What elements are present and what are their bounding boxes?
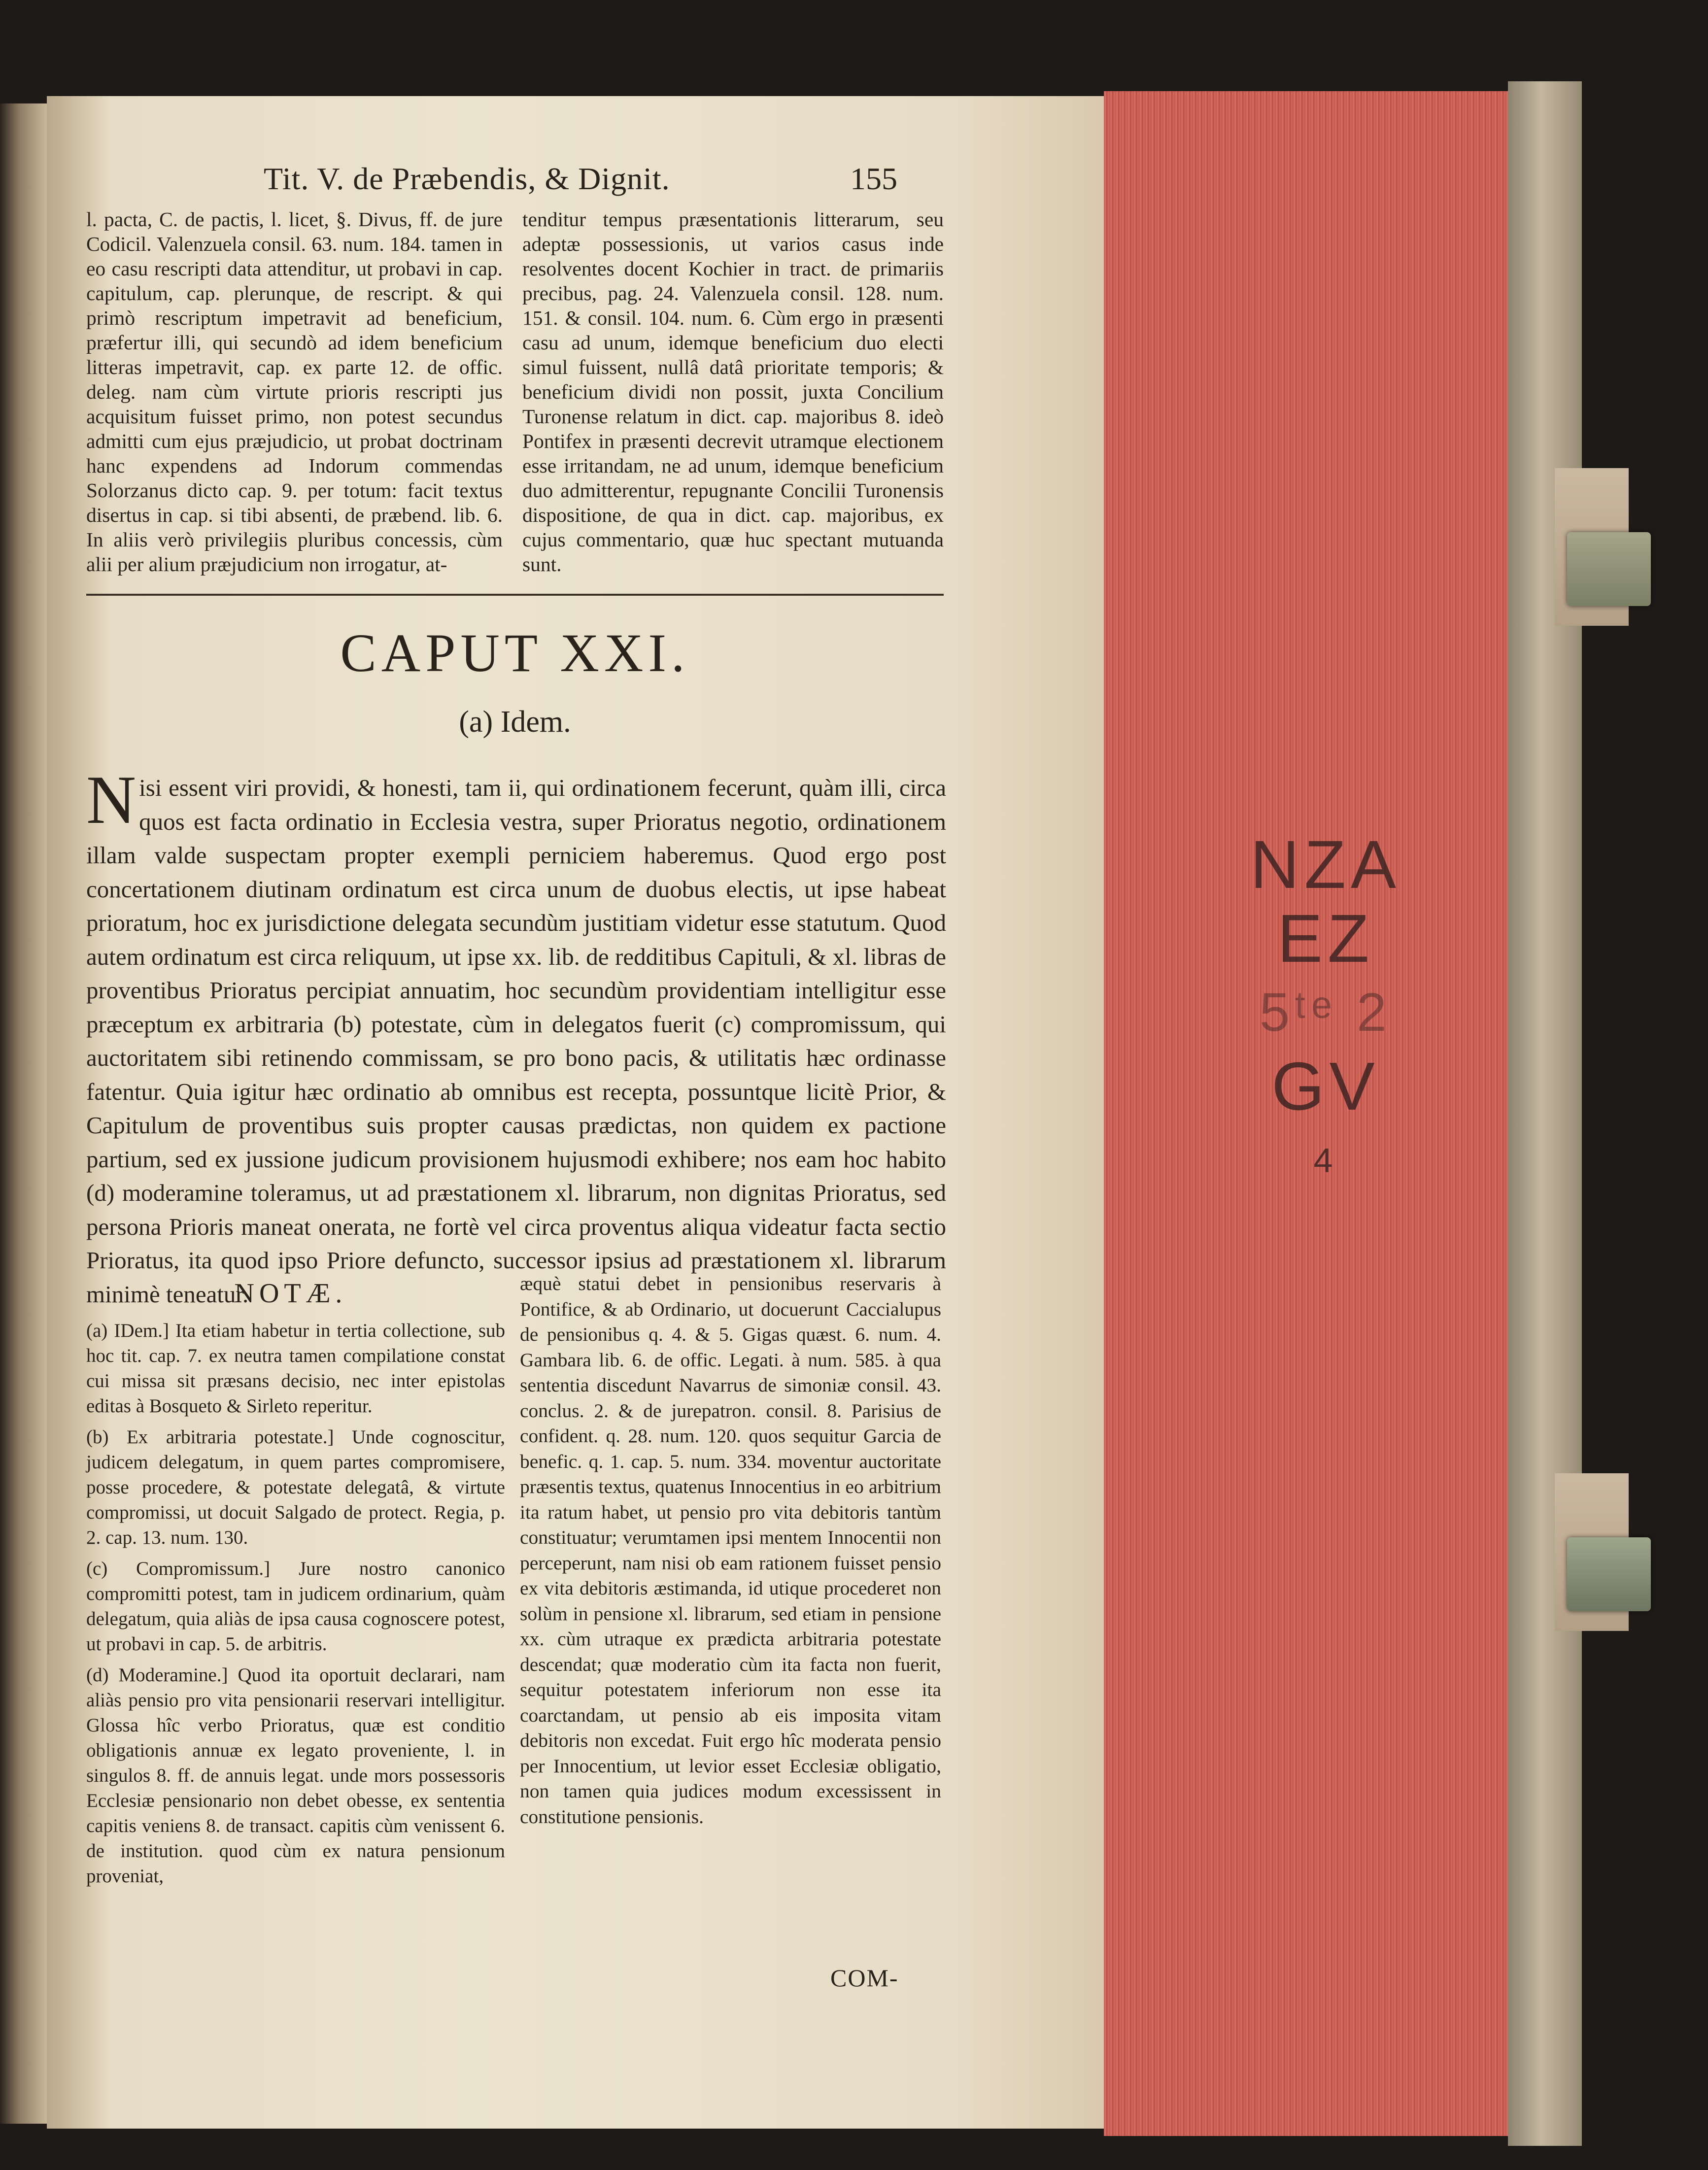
upper-clasp-icon bbox=[1567, 532, 1651, 606]
running-head: Tit. V. de Præbendis, & Dignit. bbox=[264, 161, 670, 196]
stamp-line-1: NZA bbox=[1250, 827, 1401, 903]
top-left-column-text: l. pacta, C. de pactis, l. licet, §. Divus, ff. de jure Codicil. Valenzuela consil. 63. num. 184. tamen in eo casu rescripti data attenditur, ut probavi in cap. capitulum, cap. plerunque, de rescript. & qui primò rescriptum impetravit ad beneficium, præfertur illi, qui secundò ad idem beneficium litteras impetravit, cap. ex parte 12. de offic. deleg. nam cùm virtute prioris rescripti jus acquisitum fuisset primo, non potest secundus admitti cum ejus præjudicio, ut probat doctrinam hanc expendens ad Indorum commendas Solorzanus dicto cap. 9. per totum: facit textus disertus in cap. si tibi absenti, de præbend. lib. 6. In aliis verò privilegiis pluribus concessis, cùm alii per alium præjudicium non irrogatur, at- bbox=[86, 208, 503, 576]
facing-page-edge bbox=[0, 103, 47, 2124]
stamp-line-4: GV bbox=[1271, 1049, 1380, 1124]
section-rule bbox=[86, 594, 944, 596]
chapter-subtitle: (a) Idem. bbox=[459, 705, 571, 739]
note-b: (b) Ex arbitraria potestate.] Unde cognoscitur, judicem delegatum, in quem partes compromisere, posse procedere, & potestate delegatâ, & virtute compromissi, ut docuit Salgado de protect. Regia, p. 2. cap. 13. num. 130. bbox=[86, 1426, 505, 1548]
stamp-line-5: 4 bbox=[1313, 1141, 1338, 1180]
catchword: COM- bbox=[830, 1964, 899, 1992]
lower-clasp-icon bbox=[1567, 1537, 1651, 1611]
notes-heading: NOTÆ. bbox=[234, 1278, 347, 1309]
note-a: (a) IDem.] Ita etiam habetur in tertia collectione, sub hoc tit. cap. 7. ex neutra tamen compilatione constat cui missa sit præsans decisio, nec inter epistolas editas à Bosqueto & Sirleto reperitur. bbox=[86, 1320, 505, 1417]
note-d: (d) Moderamine.] Quod ita oportuit declarari, nam aliàs pensio pro vita pensionarii reservari intelligitur. Glossa hîc verbo Prioratus, quæ est conditio obligationis annuæ ex legato proveniente, l. in singulos 8. ff. de annuis legat. unde mors possessoris Ecclesiæ pensionario non debet obesse, ex sententia capitis veniens 8. de transact. capitis cùm venissent 6. de institution. quod cùm ex natura pensionum proveniat, bbox=[86, 1664, 505, 1887]
note-c: (c) Compromissum.] Jure nostro canonico compromitti potest, tam in judicem ordinarium, quàm delegatum, quia aliàs de ipsa causa cognoscere potest, ut probavi in cap. 5. de arbitris. bbox=[86, 1558, 505, 1655]
book-cover-board bbox=[1508, 81, 1582, 2146]
chapter-title: CAPUT XXI. bbox=[340, 623, 690, 683]
ownership-stamp bbox=[1168, 828, 1483, 1197]
chapter-text bbox=[86, 762, 946, 1311]
notes-right-text: æquè statui debet in pensionibus reservaris à Pontifice, & ab Ordinario, ut docuerunt Caccialupus de pensionibus q. 4. & 5. Gigas quæst. 6. num. 4. Gambara lib. 6. de offic. Legati. à num. 585. à qua sententia discedunt Navarrus de simoniæ consil. 43. conclus. 2. & de jurepatron. consil. 8. Parisius de confident. q. 28. num. 120. quos sequitur Garcia de benefic. q. 1. cap. 5. num. 334. moventur auctoritate præsentis textus, quatenus Innocentius in eo arbitrium ita ratum habet, ut pensio pro vita debitoris tantùm constituatur; verumtamen ipsi mentem Innocentii non perceperunt, nam nisi ob eam rationem fuisset pensio ex vita debitoris æstimanda, id utique procederet non solùm in pensione xl. librarum, sed etiam in pensione xx. cùm utraque ex prædicta arbitraria potestate descendat; quæ moderatio cùm ita facta non fuerit, sequitur potestatem inferiorum non esse ita coarctandam, ut pensio ab eis imposita vitam debitoris non excedat. Fuit ergo hîc moderata pensio per Innocentium, ut levior esset Ecclesiæ obligatio, non tamen quia judices modum excessissent in constitutione pensionis. bbox=[520, 1273, 941, 1828]
notes-left-column bbox=[86, 1318, 505, 1895]
top-left-column bbox=[86, 207, 503, 576]
notes-right-column bbox=[520, 1271, 941, 1830]
stamp-line-2: EZ bbox=[1277, 901, 1374, 977]
book-page bbox=[47, 96, 1109, 2129]
top-right-column bbox=[522, 207, 944, 576]
page-number: 155 bbox=[850, 161, 897, 196]
top-right-column-text: tenditur tempus præsentationis litterarum, seu adeptæ possessionis, ut varios casus inde resolventes docent Kochier in tract. de primariis precibus, pag. 24. Valenzuela consil. 128. num. 151. & consil. 104. num. 6. Cùm ergo in præsenti casu ad unum, idemque beneficium duo electi simul fuissent, nullâ datâ prioritate temporis; & beneficium dividi non possit, juxta Concilium Turonense relatum in dict. cap. majoribus 8. ideò Pontifex in præsenti decrevit utramque electionem esse irritandam, ne ad unum, idemque beneficium duo admitterentur, repugnante Concilii Turonensis dispositione, de qua in dict. cap. majoribus, ex cujus commentario, quæ huc spectant mutuanda sunt. bbox=[522, 208, 944, 576]
stamp-line-3: 5ᵗᵉ 2 bbox=[1260, 982, 1392, 1043]
chapter-paragraph: Nisi essent viri providi, & honesti, tam ii, qui ordinationem fecerunt, quàm illi, circa quos est facta ordinatio in Ecclesia vestra, super Prioratus negotio, ordinationem illam valde suspectam propter exempli perniciem haberemus. Quod ergo post concertationem diutinam ordinatum est circa unum de duobus electis, ut ipse habeat prioratum, hoc ex jurisdictione delegata secundùm justitiam videtur esse statutum. Quod autem ordinatum est circa reliquum, ut ipse xx. lib. de redditibus Capituli, & xl. libras de proventibus Prioratus percipiat annuatim, hoc secundùm providentiam intelligitur esse præceptum ex arbitraria (b) potestate, cùm in delegatos fuerit (c) compromissum, qui auctoritatem sibi retinendo commissam, se pro bono pacis, & utilitatis hæc ordinasse fatentur. Quia igitur hæc ordinatio ab omnibus est recepta, possuntque licitè Prior, & Capitulum de proventibus suis propter causas prædictas, non quidem ex pactione partium, sed ex jussione judicum provisionem hujusmodi exhibere; nos eam hoc habito (d) moderamine toleramus, ut ad præstationem xl. librarum, non dignitas Prioratus, sed persona Prioris maneat onerata, ne fortè vel circa proventus aliqua videatur facta sectio Prioratus, ita quod ipso Priore defuncto, successor ipsius ad præstationem xl. librarum minimè teneatur. bbox=[86, 762, 946, 1308]
